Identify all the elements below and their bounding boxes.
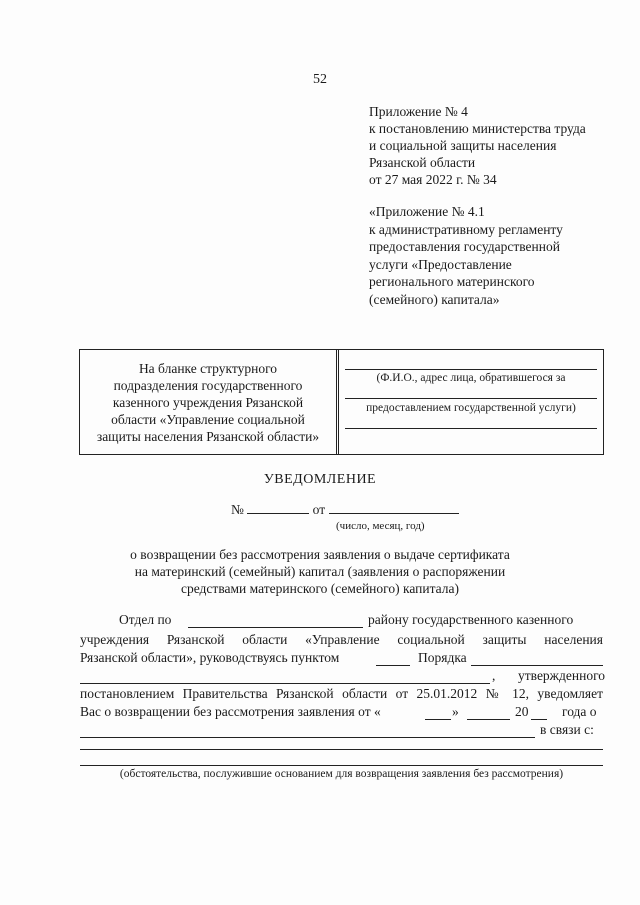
number-field[interactable]	[247, 501, 309, 514]
date-field[interactable]	[329, 501, 459, 514]
appendix-line: и социальной защиты населения	[369, 138, 557, 153]
appendix-header	[369, 103, 586, 188]
subject-line: о возвращении без рассмотрения заявления о выдаче сертификата	[130, 547, 510, 562]
reason-hint: (обстоятельства, послужившие основанием для возвращения заявления без рассмотрения)	[119, 768, 564, 780]
reason-field-2[interactable]	[80, 765, 603, 766]
appendix-sub-line: регионального материнского	[369, 274, 535, 289]
appendix-line: от 27 мая 2022 г. № 34	[369, 172, 497, 187]
year-prefix: 20	[515, 704, 529, 719]
letterhead-line: защиты населения Рязанской области»	[96, 429, 320, 444]
body-line-5: постановлением Правительства Рязанской области от 25.01.2012 № 12, уведомляет	[80, 686, 603, 701]
procedure-name-continued-field[interactable]	[80, 683, 490, 684]
due-to-label: в связи с:	[540, 722, 594, 737]
appendix-line: к постановлению министерства труда	[369, 121, 586, 136]
recipient-block	[339, 350, 603, 454]
application-subject-field[interactable]	[80, 737, 535, 738]
subject-line: на материнский (семейный) капитал (заявления о распоряжении	[134, 564, 506, 579]
comma: ,	[492, 668, 496, 683]
recipient-name-field[interactable]	[345, 369, 597, 370]
quote-close: »	[452, 704, 459, 719]
appendix-line: Приложение № 4	[369, 104, 468, 119]
clause-number-field[interactable]	[376, 665, 410, 666]
subject-line: средствами материнского (семейного) капитала)	[181, 581, 459, 596]
appendix-sub-line: предоставления государственной	[369, 239, 560, 254]
application-month-field[interactable]	[467, 719, 510, 720]
date-hint: (число, месяц, год)	[336, 520, 425, 532]
letterhead-line: На бланке структурного	[138, 361, 278, 376]
appendix-sub-line: услуги «Предоставление	[369, 256, 512, 272]
district-field[interactable]	[188, 627, 363, 628]
document-title: УВЕДОМЛЕНИЕ	[263, 472, 377, 487]
procedure-name-field[interactable]	[471, 665, 603, 666]
body-line-2: учреждения Рязанской области «Управление социальной защиты населения	[80, 632, 603, 647]
letterhead-line: области «Управление социальной	[111, 412, 305, 427]
letterhead-line: подразделения государственного	[113, 378, 303, 393]
recipient-hint-2: предоставлением государственной услуги)	[366, 402, 576, 414]
page-number: 52	[313, 72, 327, 87]
from-label: от	[312, 502, 326, 517]
recipient-extra-field[interactable]	[345, 428, 597, 429]
body-line-1-end: району государственного казенного	[368, 612, 574, 627]
reason-field-1[interactable]	[80, 749, 603, 750]
body-line-1-start: Отдел по	[119, 612, 172, 627]
appendix-sub-line: «Приложение № 4.1	[369, 204, 485, 219]
procedure-label: Порядка	[418, 650, 467, 665]
header-box	[79, 349, 604, 455]
appendix-sub-line: (семейного) капитала»	[369, 291, 500, 307]
body-line-6-start: Вас о возвращении без рассмотрения заявления от «	[80, 704, 381, 719]
recipient-address-field[interactable]	[345, 398, 597, 399]
letterhead-line: казенного учреждения Рязанской	[112, 395, 304, 410]
appendix-sub-line: к административному регламенту	[369, 221, 563, 237]
notice-subject	[0, 546, 640, 597]
appendix-sub-header	[369, 203, 563, 308]
body-line-3-start: Рязанской области», руководствуясь пунктом	[80, 650, 340, 665]
application-day-field[interactable]	[425, 719, 451, 720]
recipient-hint: (Ф.И.О., адрес лица, обратившегося за	[376, 372, 566, 384]
approved-label: утвержденного	[518, 668, 606, 683]
application-year-field[interactable]	[531, 719, 547, 720]
letterhead-note	[80, 350, 339, 454]
number-sign: №	[231, 502, 244, 517]
appendix-line: Рязанской области	[369, 155, 476, 170]
number-date-line	[231, 501, 459, 518]
year-suffix: года о	[562, 704, 597, 719]
